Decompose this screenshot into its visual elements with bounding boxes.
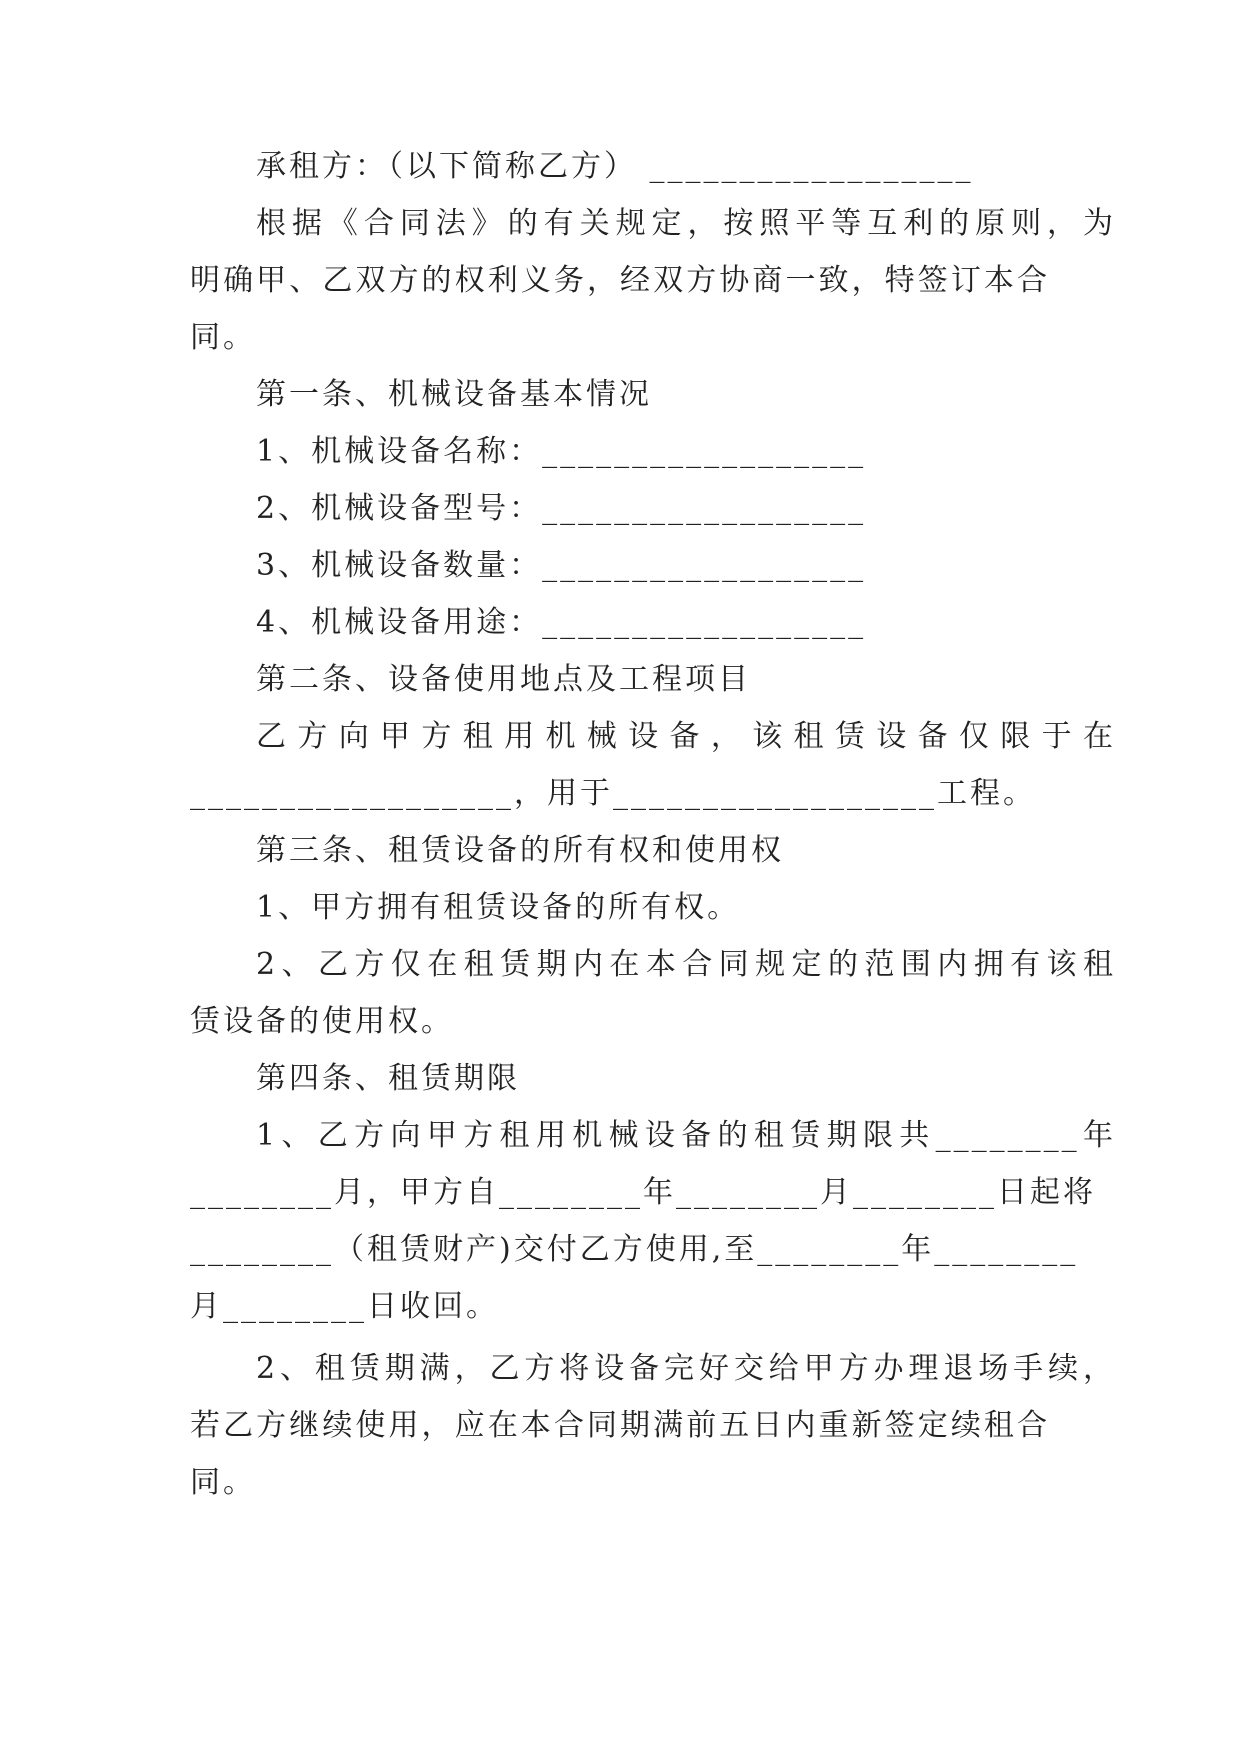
lease-expiry-line-1: 2、租赁期满，乙方将设备完好交给甲方办理退场手续，: [256, 1351, 1116, 1386]
equipment-purpose-line: 4、机械设备用途：__________________: [256, 605, 867, 640]
article-3-heading: 第三条、租赁设备的所有权和使用权: [256, 833, 784, 868]
usage-right-line-2: 赁设备的使用权。: [190, 1004, 454, 1039]
lease-term-line-2: ________月，甲方自________年________月________日起将: [190, 1175, 1096, 1210]
equipment-name-line: 1、机械设备名称：__________________: [256, 434, 867, 469]
lessee-line: 承租方：（以下简称乙方） __________________: [256, 149, 974, 184]
usage-location-line-2: __________________，用于__________________工程。: [190, 776, 1036, 811]
equipment-quantity-line: 3、机械设备数量：__________________: [256, 548, 867, 583]
preamble-line-1: 根据《合同法》的有关规定，按照平等互利的原则，为: [256, 206, 1116, 241]
ownership-line: 1、甲方拥有租赁设备的所有权。: [256, 890, 741, 925]
preamble-line-2: 明确甲、乙双方的权利义务，经双方协商一致，特签订本合: [190, 263, 1050, 298]
article-1-heading: 第一条、机械设备基本情况: [256, 377, 652, 412]
article-4-heading: 第四条、租赁期限: [256, 1061, 520, 1096]
preamble-line-3: 同。: [190, 320, 256, 355]
lease-term-line-3: ________（租赁财产)交付乙方使用,至________年________: [190, 1232, 1079, 1267]
lease-term-line-4: 月________日收回。: [190, 1289, 499, 1324]
lease-expiry-line-2: 若乙方继续使用，应在本合同期满前五日内重新签定续租合: [190, 1408, 1050, 1443]
article-2-heading: 第二条、设备使用地点及工程项目: [256, 662, 751, 697]
lease-term-line-1: 1、乙方向甲方租用机械设备的租赁期限共________年: [256, 1118, 1116, 1153]
lease-expiry-line-3: 同。: [190, 1465, 256, 1500]
usage-right-line-1: 2、乙方仅在租赁期内在本合同规定的范围内拥有该租: [256, 947, 1116, 982]
equipment-model-line: 2、机械设备型号：__________________: [256, 491, 867, 526]
usage-location-line-1: 乙方向甲方租用机械设备，该租赁设备仅限于在: [256, 719, 1116, 754]
